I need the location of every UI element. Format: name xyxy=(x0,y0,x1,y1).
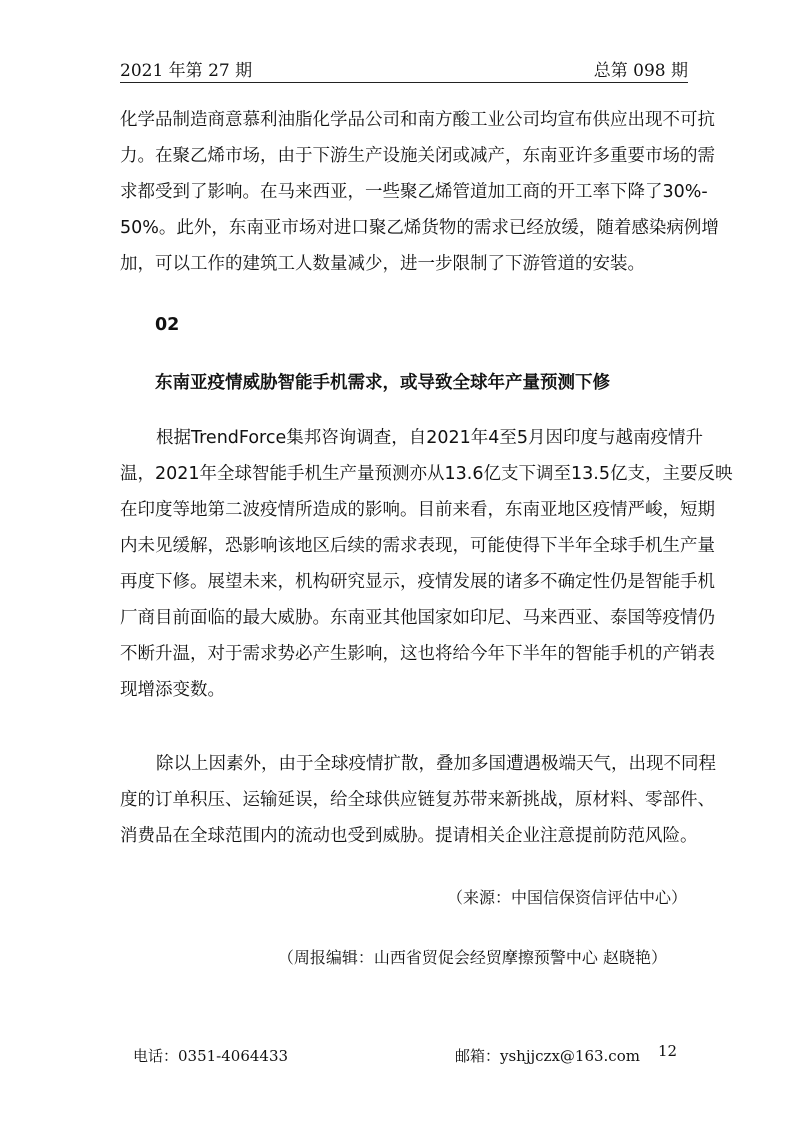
text-line: 现增添变数。 xyxy=(120,680,225,700)
page-header xyxy=(120,52,688,83)
section-heading: 东南亚疫情威胁智能手机需求，或导致全球年产量预测下修 xyxy=(155,373,610,393)
footer-phone: 电话：0351-4064433 xyxy=(133,1047,289,1065)
footer-email: 邮箱：yshjjczx@163.com xyxy=(455,1047,640,1065)
text-line: 不断升温，对于需求势必产生影响，这也将给今年下半年的智能手机的产销表 xyxy=(120,644,715,664)
text-line: 加，可以工作的建筑工人数量减少，进一步限制了下游管道的安装。 xyxy=(120,254,645,274)
text-line: 除以上因素外，由于全球疫情扩散，叠加多国遭遇极端天气，出现不同程 xyxy=(156,754,716,774)
paragraph-2 xyxy=(120,420,733,708)
text-line: 力。在聚乙烯市场，由于下游生产设施关闭或减产，东南亚许多重要市场的需 xyxy=(120,146,715,166)
page-number: 12 xyxy=(658,1042,678,1060)
text-line: 厂商目前面临的最大威胁。东南亚其他国家如印尼、马来西亚、泰国等疫情仍 xyxy=(120,608,715,628)
editor-note: （周报编辑：山西省贸促会经贸摩擦预警中心 赵晓艳） xyxy=(277,948,667,967)
text-line: 化学品制造商意慕利油脂化学品公司和南方酸工业公司均宣布供应出现不可抗 xyxy=(120,110,715,130)
text-line: 再度下修。展望未来，机构研究显示，疫情发展的诸多不确定性仍是智能手机 xyxy=(120,572,715,592)
paragraph-3 xyxy=(120,746,716,854)
issue-number: 2021 年第 27 期 xyxy=(120,61,253,81)
source-note: （来源：中国信保资信评估中心） xyxy=(446,888,687,907)
text-line: 消费品在全球范围内的流动也受到威胁。提请相关企业注意提前防范风险。 xyxy=(120,826,698,846)
section-number: 02 xyxy=(155,315,180,335)
text-line: 温，2021年全球智能手机生产量预测亦从13.6亿支下调至13.5亿支，主要反映 xyxy=(120,464,733,484)
total-issue-number: 总第 098 期 xyxy=(593,61,688,81)
text-line: 50%。此外，东南亚市场对进口聚乙烯货物的需求已经放缓，随着感染病例增 xyxy=(120,218,719,238)
text-line: 度的订单积压、运输延误，给全球供应链复苏带来新挑战，原材料、零部件、 xyxy=(120,790,715,810)
text-line: 求都受到了影响。在马来西亚，一些聚乙烯管道加工商的开工率下降了30%- xyxy=(120,182,708,202)
paragraph-1 xyxy=(120,102,719,282)
text-line: 根据TrendForce集邦咨询调查，自2021年4至5月因印度与越南疫情升 xyxy=(156,428,704,448)
text-line: 在印度等地第二波疫情所造成的影响。目前来看，东南亚地区疫情严峻，短期 xyxy=(120,500,715,520)
text-line: 内未见缓解，恐影响该地区后续的需求表现，可能使得下半年全球手机生产量 xyxy=(120,536,715,556)
